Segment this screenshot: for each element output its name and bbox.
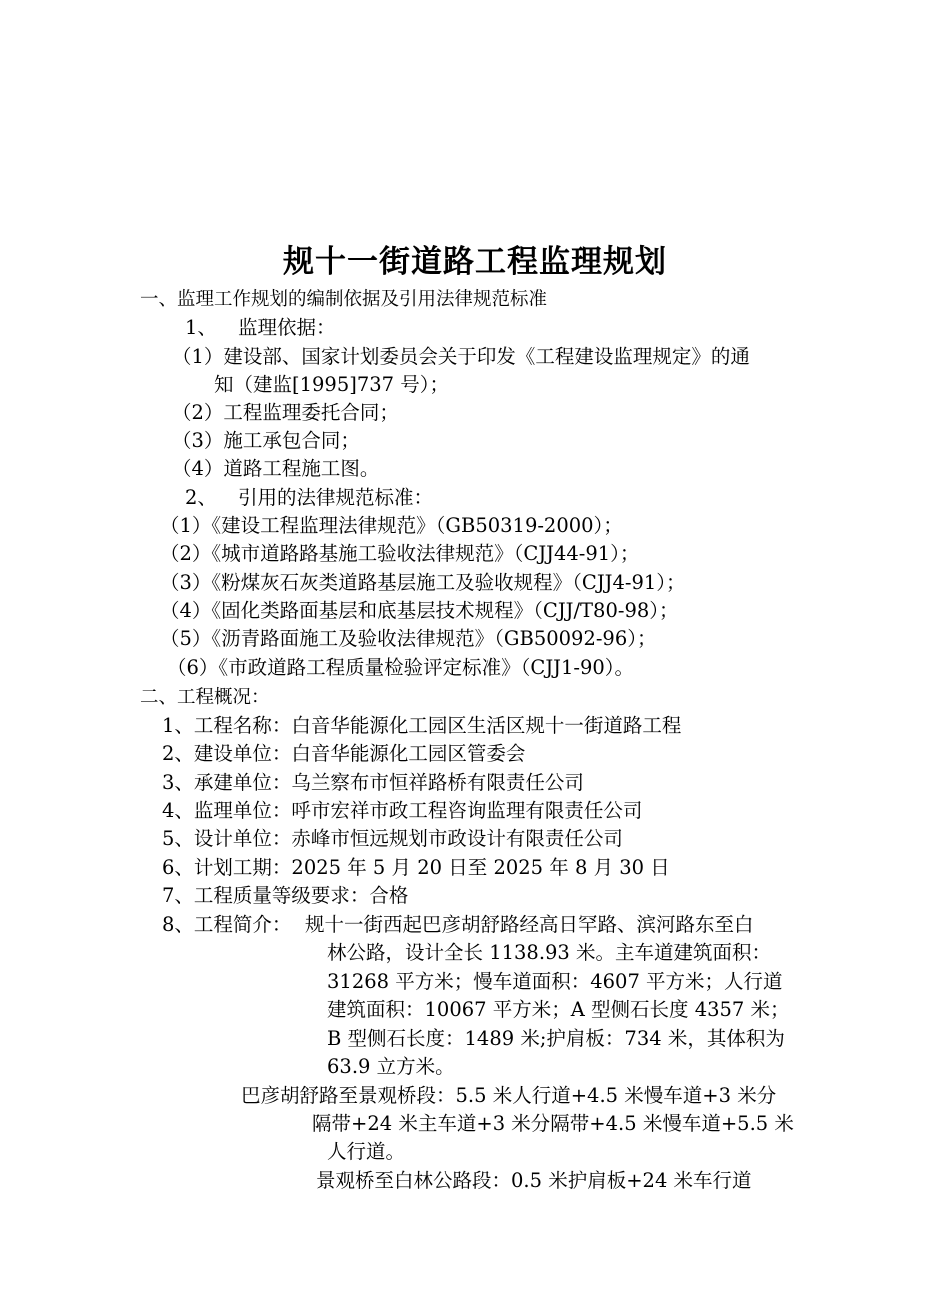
- standard-item-3: （3）《粉煤灰石灰类道路基层施工及验收规程》（CJJ4-91）；: [160, 571, 686, 594]
- subsection-2-number: 2、: [185, 486, 217, 509]
- overview-item-1: 1、工程名称：白音华能源化工园区生活区规十一街道路工程: [162, 714, 682, 737]
- section-1-heading: 一、监理工作规划的编制依据及引用法律规范标准: [140, 289, 548, 310]
- subsection-1-label: 监理依据：: [238, 316, 336, 339]
- overview-item-4: 4、监理单位：呼市宏祥市政工程咨询监理有限责任公司: [162, 799, 643, 822]
- intro-line-6: 63.9 立方米。: [327, 1055, 455, 1078]
- intro-line-3: 31268 平方米；慢车道面积：4607 平方米；人行道: [327, 970, 783, 993]
- subsection-1-number: 1、: [185, 316, 217, 339]
- segment-2-line-1: 景观桥至白林公路段：0.5 米护肩板+24 米车行道: [316, 1169, 752, 1192]
- segment-1-line-3: 人行道。: [327, 1140, 406, 1163]
- intro-line-5: B 型侧石长度：1489 米;护肩板：734 米，其体积为: [327, 1027, 785, 1050]
- intro-label: 8、工程简介：: [162, 913, 292, 936]
- intro-line-1: 规十一街西起巴彦胡舒路经高日罕路、滨河路东至白: [305, 913, 754, 936]
- intro-line-4: 建筑面积：10067 平方米；A 型侧石长度 4357 米；: [327, 998, 790, 1021]
- basis-item-2: （2）工程监理委托合同；: [172, 401, 399, 424]
- basis-item-1-cont: 知（建监[1995]737 号）；: [214, 373, 450, 396]
- standard-item-5: （5）《沥青路面施工及验收法律规范》（GB50092-96）；: [160, 627, 657, 650]
- overview-item-5: 5、设计单位：赤峰市恒远规划市政设计有限责任公司: [162, 827, 623, 850]
- overview-item-7: 7、工程质量等级要求：合格: [162, 884, 409, 907]
- section-2-heading: 二、工程概况：: [140, 687, 270, 708]
- standard-item-6: （6）《市政道路工程质量检验评定标准》（CJJ1-90）。: [167, 656, 635, 679]
- basis-item-4: （4）道路工程施工图。: [172, 457, 380, 480]
- overview-item-2: 2、建设单位：白音华能源化工园区管委会: [162, 742, 526, 765]
- segment-1-line-1: 巴彦胡舒路至景观桥段：5.5 米人行道+4.5 米慢车道+3 米分: [241, 1084, 777, 1107]
- basis-item-1: （1）建设部、国家计划委员会关于印发《工程建设监理规定》的通: [172, 345, 750, 368]
- subsection-2-label: 引用的法律规范标准：: [238, 486, 434, 509]
- overview-item-6: 6、计划工期：2025 年 5 月 20 日至 2025 年 8 月 30 日: [162, 856, 670, 879]
- intro-line-2: 林公路，设计全长 1138.93 米。主车道建筑面积：: [327, 941, 772, 964]
- standard-item-4: （4）《固化类路面基层和底基层技术规程》（CJJ/T80-98）；: [160, 599, 679, 622]
- overview-item-3: 3、承建单位：乌兰察布市恒祥路桥有限责任公司: [162, 771, 584, 794]
- standard-item-1: （1）《建设工程监理法律规范》（GB50319-2000）；: [160, 514, 623, 537]
- segment-1-line-2: 隔带+24 米主车道+3 米分隔带+4.5 米慢车道+5.5 米: [312, 1112, 794, 1135]
- standard-item-2: （2）《城市道路路基施工验收法律规范》（CJJ44-91）；: [160, 542, 640, 565]
- basis-item-3: （3）施工承包合同；: [172, 429, 360, 452]
- document-title: 规十一街道路工程监理规划: [283, 244, 667, 280]
